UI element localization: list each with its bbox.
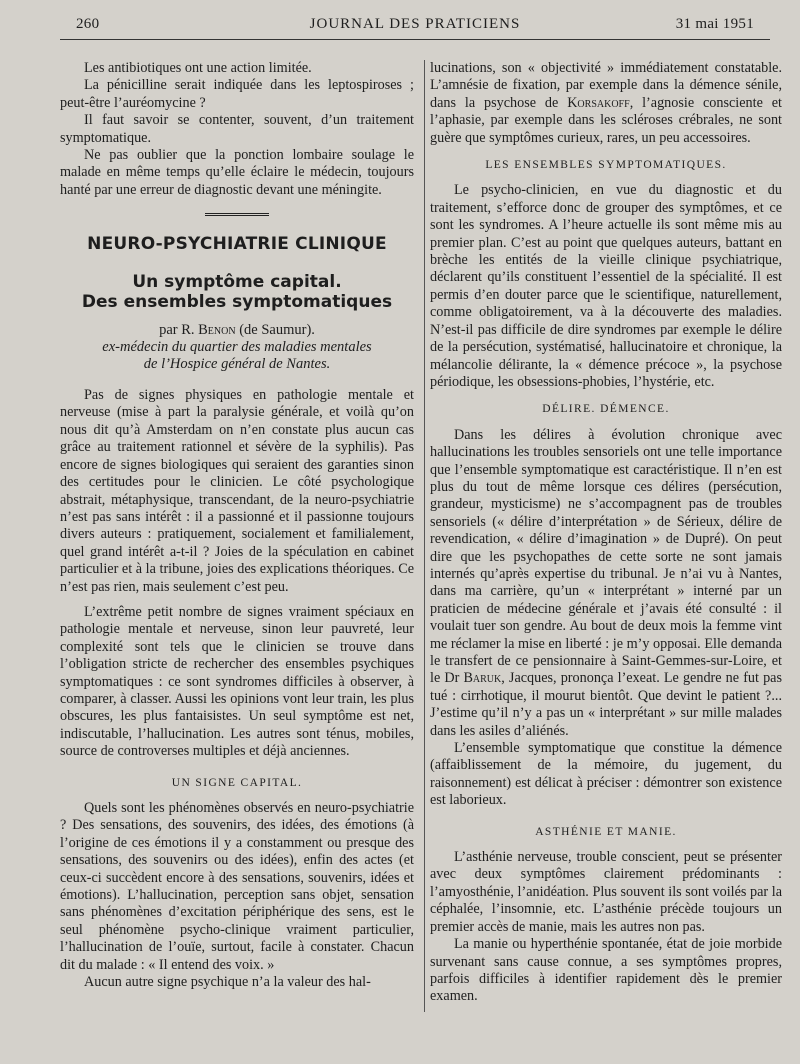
rubric-heading: NEURO-PSYCHIATRIE CLINIQUE bbox=[87, 234, 387, 255]
affiliation-line: de l’Hospice général de Nantes. bbox=[143, 356, 331, 373]
text-run: , Jacques, prononça l’exeat. Le gendre ne fut pas tué : cirrhotique, il mourut bientôt. Que devint le patient ?... J’estime qu’il n’y a pas un « interprétant » sur mille malades dans les asiles d’aliénés. bbox=[430, 670, 782, 739]
column-divider bbox=[424, 60, 425, 1012]
section-heading: LES ENSEMBLES SYMPTOMATIQUES. bbox=[485, 159, 727, 172]
page-number: 260 bbox=[76, 16, 100, 32]
right-column bbox=[430, 60, 782, 1006]
issue-date: 31 mai 1951 bbox=[675, 16, 754, 32]
section-separator bbox=[205, 213, 269, 218]
body-paragraph: L’extrême petit nombre de signes vraiment spéciaux en pathologie mentale et nerveuse, sinon leur pauvreté, leur complexité sont tels que le clinicien se trouve dans l’obligation stricte de rechercher des ensembles psychiques symptomatiques : ce sont syndromes difficiles à observer, à comparer, à classer. Aussi les opinions vont leur train, les plus obscures, les plus fantaisistes. Un seul symptôme est net, indiscutable, l’hallucination. Les autres sont ténus, mobiles, source de controverses multiples et déjà anciennes. bbox=[60, 603, 414, 760]
article-title bbox=[60, 272, 414, 312]
intro-paragraph: Il faut savoir se contenter, souvent, d’un traitement symptomatique. bbox=[60, 112, 414, 146]
byline-prefix: par R. bbox=[159, 321, 195, 338]
intro-paragraph: Les antibiotiques ont une action limitée. bbox=[84, 60, 312, 76]
body-paragraph: L’asthénie nerveuse, trouble conscient, peut se présenter avec deux symptômes clairement prédominants : l’amyosthénie, l’anidéation. Plus souvent ils sont voilés par la céphalée, l’insomnie, etc. L’asthénie précède toujours un premier accès de manie, mais les autres non pas. bbox=[430, 849, 782, 935]
affiliation-line: ex-médecin du quartier des maladies mentales bbox=[102, 339, 372, 356]
section-heading: UN SIGNE CAPITAL. bbox=[171, 776, 303, 789]
intro-paragraph: La pénicilline serait indiquée dans les leptospiroses ; peut-être l’auréomycine ? bbox=[60, 77, 414, 111]
section-heading: DÉLIRE. DÉMENCE. bbox=[542, 403, 670, 416]
body-paragraph: Pas de signes physiques en pathologie mentale et nerveuse (mise à part la paralysie générale, et voilà qu’on nous dit qu’à Amsterdam on n’en constate plus aucun cas grâce au traitement rationnel et sévère de la syphilis). Pas encore de signes biologiques qui seraient des garanties sinon des certitudes pour le clinicien. Le côté psychologique abstrait, métaphysique, transcendant, de la neuro-psychiatrie n’est pas sans intérêt : il a passionné et il passionne toujours divers auteurs : pratiquement, socialement et familialement, quel grand intérêt a-t-il ? Joies de la spéculation en cabinet particulier et à la tribune, joies des explications théoriques. Ce n’est pas rien, mais seulement c’est peu. bbox=[60, 387, 414, 595]
article-title-line: Un symptôme capital. bbox=[132, 271, 342, 292]
journal-title: JOURNAL DES PRATICIENS bbox=[309, 16, 521, 32]
body-paragraph: Aucun autre signe psychique n’a la valeur des hal- bbox=[84, 974, 371, 991]
author-name: Benon bbox=[198, 321, 236, 338]
text-run: Dans les délires à évolution chronique avec hallucinations les troubles sensoriels ont une telle importance que l’ensemble symptomatique est caractéristique. Il n’en est plus du tout de même lorsque ces délires (persécution, grandeur, mysticisme) ne s’accompagnent pas de troubles sensoriels (« délire d’interprétation » de Sérieux, délire de revendication, « délire d’imagination » de Dupré). On peut dire que les psychopathes de cette sorte ne sont jamais internés qu’après expertise du tribunal. Je n’ai vu à Nantes, dans ma carrière, qu’un « interprétant » interné par un praticien de médecine générale et j’avais été consulté : il voulait tuer son gendre. Au bout de deux mois la femme vint me réclamer la mise en liberté : je m’y opposai. Elle demanda le transfert de ce pensionnaire à Saint-Gemmes-sur-Loire, et le Dr bbox=[430, 426, 782, 687]
section-heading: ASTHÉNIE ET MANIE. bbox=[535, 825, 677, 838]
body-paragraph: Quels sont les phénomènes observés en neuro-psychiatrie ? Des sensations, des souvenirs, des idées, des émotions (à l’origine de ces émotions il y a constamment ou presque des sensations, des souvenirs ou des idées), enfin des actes (et ceux-ci succèdent encore à des sensations, souvenirs, idées et émotions). L’hallucination, perception sans objet, sensation sans phénomènes d’excitation périphérique des sens, est le seul phénomène psycho-clinique vraiment particulier, l’hallucination de l’ouïe, surtout, facile à constater. Chacun dit du malade : « Il entend des voix. » bbox=[60, 800, 414, 973]
byline-suffix: (de Saumur). bbox=[239, 321, 315, 338]
name-korsakoff: Korsakoff bbox=[567, 94, 630, 111]
intro-paragraph: Ne pas oublier que la ponction lombaire soulage le malade en même temps qu’elle éclaire le médecin, toujours hanté par une erreur de diagnostic devant une méningite. bbox=[60, 147, 414, 198]
body-paragraph: Le psycho-clinicien, en vue du diagnostic et du traitement, s’efforce donc de grouper des symptômes, et ce sont les syndromes. A l’heure actuelle ils sont même mis au premier plan. C’est au point que quelques auteurs, battant en brèche les entités de la vieille clinique psychiatrique, déclarent qu’ils constituent l’essentiel de la spécialité. Il est permis d’en douter parce que le scientifique, naturellement, comme obligatoirement, va à la découverte des maladies. N’est-il pas difficile de dire syndromes par exemple le délire de la persécution, systématisé, hallucinatoire et chronique, la mélancolie délirante, la « démence précoce », la psychose périodique, les obsessions-phobies, l’hystérie, etc. bbox=[430, 182, 782, 390]
text-run: , l’agnosie consciente et l’aphasie, par exemple dans les scléroses crébrales, ne sont guère que symptômes curieux, rares, un peu accessoires. bbox=[430, 94, 782, 146]
author-affiliation bbox=[60, 339, 414, 373]
byline bbox=[60, 322, 414, 339]
text-run: lucinations, son « objectivité » immédiatement constatable. L’amnésie de fixation, par exemple dans la démence sénile, dans la psychose de bbox=[430, 60, 782, 111]
body-paragraph bbox=[430, 427, 782, 740]
name-baruk: Baruk bbox=[463, 670, 502, 687]
left-column bbox=[60, 60, 414, 991]
body-paragraph: La manie ou hyperthénie spontanée, état de joie morbide survenant sans cause connue, a ses symptômes propres, parfois difficiles à identifier rapidement dès le premier examen. bbox=[430, 936, 782, 1005]
article-title-line: Des ensembles symptomatiques bbox=[81, 291, 393, 312]
running-header bbox=[60, 10, 770, 38]
header-rule bbox=[60, 39, 770, 40]
continued-paragraph bbox=[430, 60, 782, 147]
body-paragraph: L’ensemble symptomatique que constitue la démence (affaiblissement de la mémoire, du jugement, du raisonnement) est délicat à préciser : démontrer son existence est laborieux. bbox=[430, 740, 782, 809]
